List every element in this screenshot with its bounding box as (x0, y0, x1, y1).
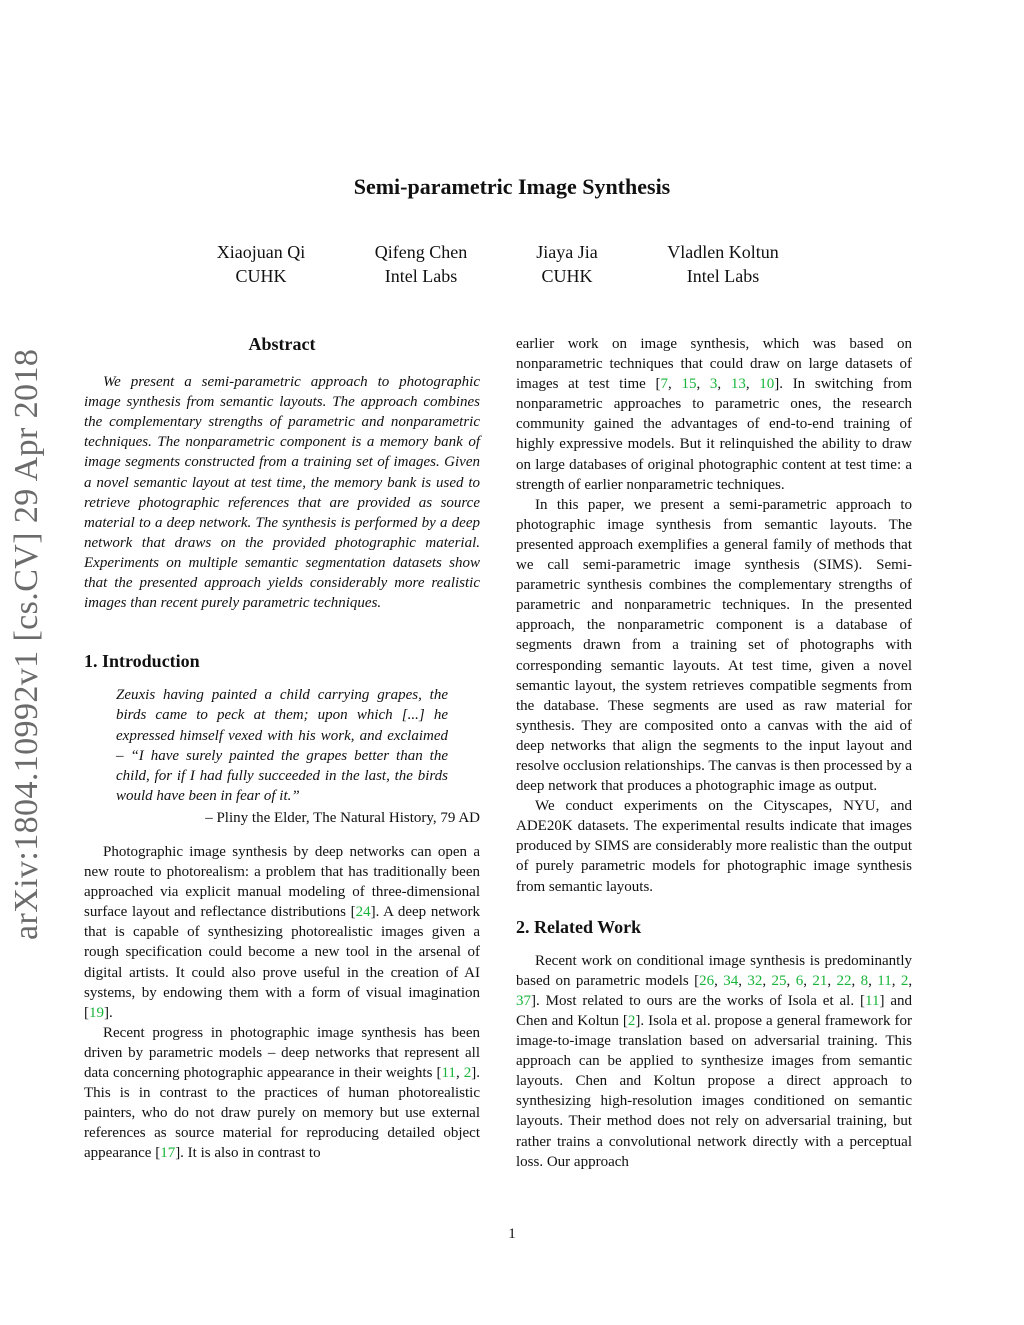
paper-title: Semi-parametric Image Synthesis (353, 174, 671, 199)
citation-link[interactable]: 11 (441, 1065, 456, 1081)
citation-link[interactable]: 2 (463, 1065, 472, 1081)
abstract-section (84, 334, 480, 613)
citation-link[interactable]: 17 (160, 1145, 176, 1162)
citation-link[interactable]: 8 (860, 972, 869, 989)
author-block (638, 240, 808, 288)
author-block (176, 240, 346, 288)
abstract-heading: Abstract (248, 334, 316, 354)
epigraph-quote: Zeuxis having painted a child carrying grapes, the birds came to peck at them; upon which [...] he expressed himself vexed with his work, and exclaimed – “I have surely painted the grapes better than the child, for if I had fully succeeded in the last, the birds would have been in fear of it.” (116, 687, 448, 804)
author-affiliation: Intel Labs (384, 266, 458, 286)
citation-link[interactable]: 19 (89, 1004, 104, 1021)
citation-link[interactable]: 24 (355, 904, 371, 921)
related-work-paragraph: Recent work on conditional image synthesis is predominantly based on parametric models [26, 34, 32, 25, 6, 21, 22, 8, 11, 2, 37]. Most related to ours are the works of Isola et al. [11] and Chen and Koltun [2]. Isola et al. propose a general framework for image-to-image translation based on adversarial training. This approach can be applied to synthesize images from semantic layouts. Chen and Koltun propose a direct approach to synthesizing high-resolution images conditioned on semantic layouts. Their method does not rely on adversarial training, but rather trains a convolutional network directly with a perceptual loss. Our approach (516, 952, 913, 1170)
citation-link[interactable]: 6 (795, 972, 804, 989)
intro-paragraph-4: In this paper, we present a semi-parametric approach to photographic image synthesis from semantic layouts. The presented approach exemplifies a general family of methods that we call semi-parametric image synthesis (SIMS). Semi-parametric synthesis combines the complementary strengths of parametric and nonparametric techniques. In the presented approach, the nonparametric component is a database of segments drawn from a training set of photographs with corresponding semantic layouts. At test time, given a novel semantic layout, the system retrieves compatible segments from the database. These segments are used as raw material for synthesis. They are composited onto a canvas with the aid of deep networks that align the segments to the input layout and resolve occlusion relationships. The canvas is then processed by a deep network that produces a photographic image as output. (516, 496, 912, 795)
author-name: Vladlen Koltun (667, 242, 779, 262)
author-block (482, 240, 652, 288)
intro-paragraph-3: earlier work on image synthesis, which was based on nonparametric techniques that could draw on large datasets of images at test time [7, 15, 3, 13, 10]. In switching from nonparametric approaches to parametric ones, the research community gained the advantages of end-to-end training of highly expressive models. But it relinquished the ability to draw on large databases of original photographic content at test time: a strength of earlier nonparametric techniques. (516, 336, 913, 493)
right-column (516, 334, 912, 1172)
author-affiliation: CUHK (235, 266, 287, 286)
arxiv-identifier: arXiv:1804.10992v1 [cs.CV] 29 Apr 2018 (8, 348, 45, 940)
citation-link[interactable]: 32 (747, 972, 763, 989)
intro-paragraph-2: Recent progress in photographic image synthesis has been driven by parametric models – deep networks that represent all data concerning photographic appearance in their weights [11, 2]. This is in contrast to the practices of human photorealistic painters, who do not draw purely on memory but use external references as source material for reproducing detailed object appearance [17]. It is also in contrast to (84, 1024, 481, 1162)
author-name: Xiaojuan Qi (216, 242, 306, 262)
citation-link[interactable]: 3 (709, 376, 718, 393)
citation-link[interactable]: 22 (836, 972, 852, 989)
citation-link[interactable]: 37 (516, 992, 531, 1009)
author-affiliation: Intel Labs (686, 266, 760, 286)
left-column (84, 334, 480, 1163)
epigraph-attribution: – Pliny the Elder, The Natural History, 79 AD (205, 809, 480, 826)
citation-link[interactable]: 13 (730, 376, 746, 393)
intro-paragraph-5: We conduct experiments on the Cityscapes, NYU, and ADE20K datasets. The experimental results indicate that images produced by SIMS are considerably more realistic than the output of purely parametric models for photographic image synthesis from semantic layouts. (516, 798, 912, 895)
citation-link[interactable]: 25 (771, 972, 787, 989)
author-block (336, 240, 506, 288)
intro-paragraph-1: Photographic image synthesis by deep networks can open a new route to photorealism: a problem that has traditionally been approached via explicit manual modeling of three-dimensional surface layout and reflectance distributions [24]. A deep network that is capable of synthesizing photorealistic images given a rough specification could become a new tool in the arsenal of digital artists. It could also prove useful in the creation of AI systems, by endowing them with a form of visual imagination [19]. (84, 843, 480, 1021)
author-name: Jiaya Jia (536, 242, 598, 262)
citation-link[interactable]: 7 (660, 376, 669, 393)
page-number: 1 (508, 1226, 516, 1242)
citation-link[interactable]: 26 (699, 972, 715, 989)
citation-link[interactable]: 11 (865, 992, 880, 1009)
author-name: Qifeng Chen (374, 242, 468, 262)
citation-link[interactable]: 2 (627, 1013, 636, 1029)
section-heading-introduction: 1. Introduction (84, 651, 200, 672)
section-heading-related-work: 2. Related Work (516, 916, 642, 937)
citation-link[interactable]: 2 (900, 972, 909, 989)
citation-link[interactable]: 11 (877, 972, 892, 989)
citation-link[interactable]: 21 (812, 972, 828, 989)
citation-link[interactable]: 15 (681, 376, 697, 393)
citation-link[interactable]: 10 (759, 376, 775, 393)
citation-link[interactable]: 34 (723, 972, 739, 989)
author-affiliation: CUHK (541, 266, 593, 286)
abstract-text: We present a semi-parametric approach to photographic image synthesis from semantic layouts. The approach combines the complementary strengths of parametric and nonparametric techniques. The nonparametric component is a memory bank of image segments constructed from a training set of images. Given a novel semantic layout at test time, the memory bank is used to retrieve photographic references that are provided as source material to a deep network. The synthesis is performed by a deep network that draws on the provided photographic material. Experiments on multiple semantic segmentation datasets show that the presented approach yields considerably more realistic images than recent purely parametric techniques. (84, 374, 480, 612)
